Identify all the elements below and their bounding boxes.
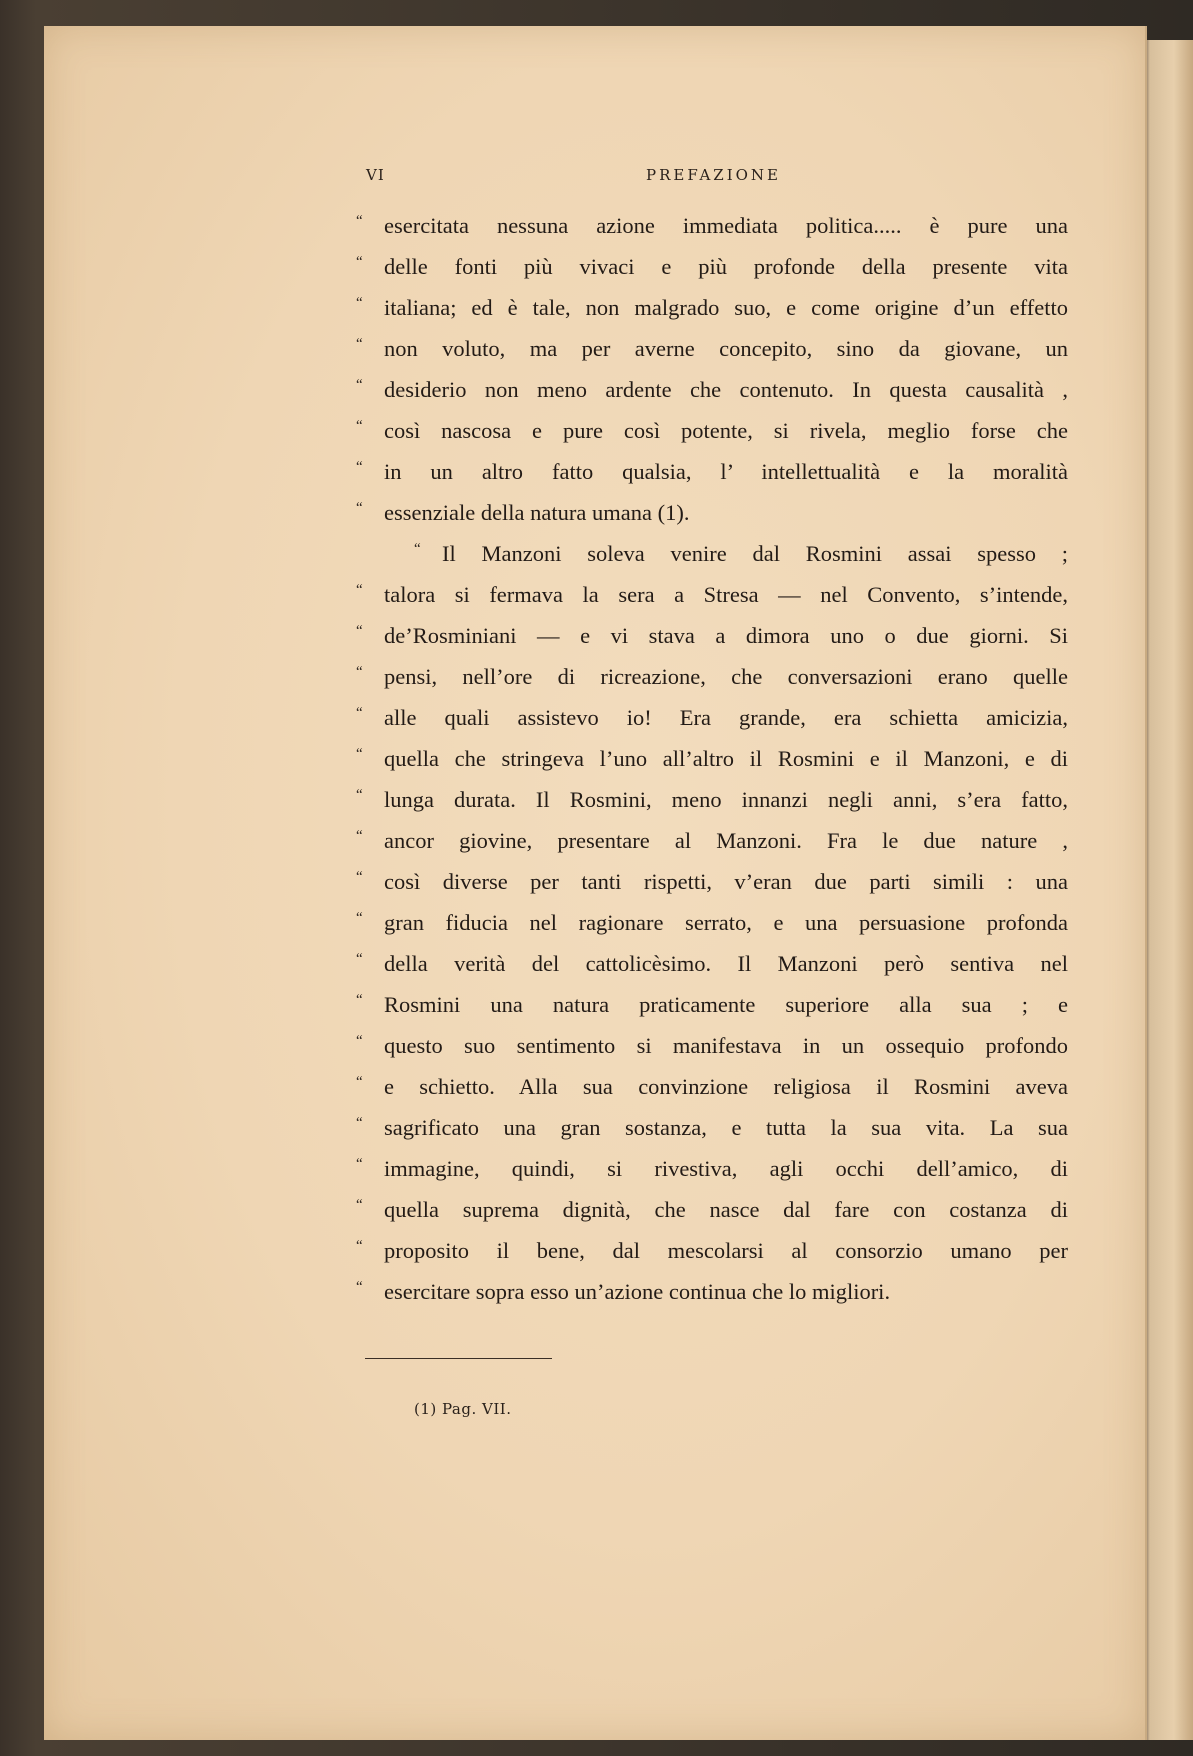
text-line [356, 492, 1068, 533]
text-line-content: Rosmini una natura praticamente superiore alla sua ; e [384, 992, 1068, 1017]
text-line-content: italiana; ed è tale, non malgrado suo, e come origine d’un effetto [384, 295, 1068, 320]
text-line-content: quella suprema dignità, che nasce dal fare con costanza di [384, 1197, 1068, 1222]
quotation-mark: “ [356, 951, 363, 967]
text-line [356, 1271, 1068, 1312]
text-line-content: sagrificato una gran sostanza, e tutta la sua vita. La sua [384, 1115, 1068, 1140]
text-line-content: essenziale della natura umana (1). [384, 500, 690, 525]
text-line [356, 246, 1068, 287]
quotation-mark: “ [356, 418, 363, 434]
text-line-content: desiderio non meno ardente che contenuto. In questa causalità , [384, 377, 1068, 402]
text-line-content: in un altro fatto qualsia, l’ intellettualità e la moralità [384, 459, 1068, 484]
page-number: VI [366, 166, 385, 184]
quotation-mark: “ [356, 1238, 363, 1254]
text-line [356, 287, 1068, 328]
text-line-content: quella che stringeva l’uno all’altro il Rosmini e il Manzoni, e di [384, 746, 1068, 771]
text-line [356, 697, 1068, 738]
text-line [356, 615, 1068, 656]
next-page-edge [1145, 40, 1193, 1740]
text-line-content: talora si fermava la sera a Stresa — nel Convento, s’intende, [384, 582, 1068, 607]
quotation-mark: “ [356, 869, 363, 885]
quotation-mark: “ [356, 746, 363, 762]
text-line-content: gran fiducia nel ragionare serrato, e una persuasione profonda [384, 910, 1068, 935]
text-line [356, 451, 1068, 492]
running-head [366, 166, 1076, 188]
text-line-content: esercitata nessuna azione immediata politica..... è pure una [384, 213, 1068, 238]
quotation-mark: “ [356, 992, 363, 1008]
text-line [356, 1148, 1068, 1189]
text-line [356, 1066, 1068, 1107]
quotation-mark: “ [356, 828, 363, 844]
quotation-mark: “ [356, 213, 363, 229]
body-text [356, 205, 1068, 1312]
text-line-content: immagine, quindi, si rivestiva, agli occhi dell’amico, di [384, 1156, 1068, 1181]
text-line [356, 656, 1068, 697]
text-line [356, 410, 1068, 451]
quotation-mark: “ [356, 787, 363, 803]
quotation-mark: “ [356, 1197, 363, 1213]
text-line-content: Il Manzoni soleva venire dal Rosmini assai spesso ; [442, 541, 1068, 566]
quotation-mark: “ [356, 500, 363, 516]
footnote: (1) Pag. VII. [414, 1400, 512, 1418]
quotation-mark: “ [356, 623, 363, 639]
text-line-content: così diverse per tanti rispetti, v’eran due parti simili : una [384, 869, 1068, 894]
footnote-rule [365, 1358, 552, 1359]
quotation-mark: “ [356, 664, 363, 680]
text-line [356, 369, 1068, 410]
text-line-content: della verità del cattolicèsimo. Il Manzoni però sentiva nel [384, 951, 1068, 976]
text-line [356, 779, 1068, 820]
quotation-mark: “ [356, 1074, 363, 1090]
running-title: PREFAZIONE [646, 166, 781, 184]
text-line [356, 738, 1068, 779]
quotation-mark: “ [356, 295, 363, 311]
text-line-content: così nascosa e pure così potente, si rivela, meglio forse che [384, 418, 1068, 443]
quotation-mark: “ [356, 336, 363, 352]
quotation-mark: “ [414, 541, 421, 557]
quotation-mark: “ [356, 459, 363, 475]
text-line [356, 943, 1068, 984]
text-line [356, 1025, 1068, 1066]
text-line-content: questo suo sentimento si manifestava in un ossequio profondo [384, 1033, 1068, 1058]
text-line-content: de’Rosminiani — e vi stava a dimora uno o due giorni. Si [384, 623, 1068, 648]
quotation-mark: “ [356, 377, 363, 393]
quotation-mark: “ [356, 1033, 363, 1049]
quotation-mark: “ [356, 582, 363, 598]
quotation-mark: “ [356, 910, 363, 926]
text-line-content: proposito il bene, dal mescolarsi al consorzio umano per [384, 1238, 1068, 1263]
text-line-content: delle fonti più vivaci e più profonde della presente vita [384, 254, 1068, 279]
text-line [356, 574, 1068, 615]
text-line [356, 1189, 1068, 1230]
quotation-mark: “ [356, 1115, 363, 1131]
quotation-mark: “ [356, 1279, 363, 1295]
text-line-content: esercitare sopra esso un’azione continua che lo migliori. [384, 1279, 891, 1304]
quotation-mark: “ [356, 254, 363, 270]
text-line-content: alle quali assistevo io! Era grande, era schietta amicizia, [384, 705, 1068, 730]
text-line [356, 1107, 1068, 1148]
text-line-content: pensi, nell’ore di ricreazione, che conversazioni erano quelle [384, 664, 1068, 689]
text-line-content: e schietto. Alla sua convinzione religiosa il Rosmini aveva [384, 1074, 1068, 1099]
quotation-mark: “ [356, 1156, 363, 1172]
text-line [356, 205, 1068, 246]
text-line [356, 533, 1068, 574]
text-line [356, 861, 1068, 902]
text-line [356, 1230, 1068, 1271]
text-line-content: non voluto, ma per averne concepito, sino da giovane, un [384, 336, 1068, 361]
text-line [356, 328, 1068, 369]
text-line [356, 902, 1068, 943]
text-line [356, 820, 1068, 861]
text-line-content: ancor giovine, presentare al Manzoni. Fra le due nature , [384, 828, 1068, 853]
quotation-mark: “ [356, 705, 363, 721]
text-line-content: lunga durata. Il Rosmini, meno innanzi negli anni, s’era fatto, [384, 787, 1068, 812]
text-line [356, 984, 1068, 1025]
